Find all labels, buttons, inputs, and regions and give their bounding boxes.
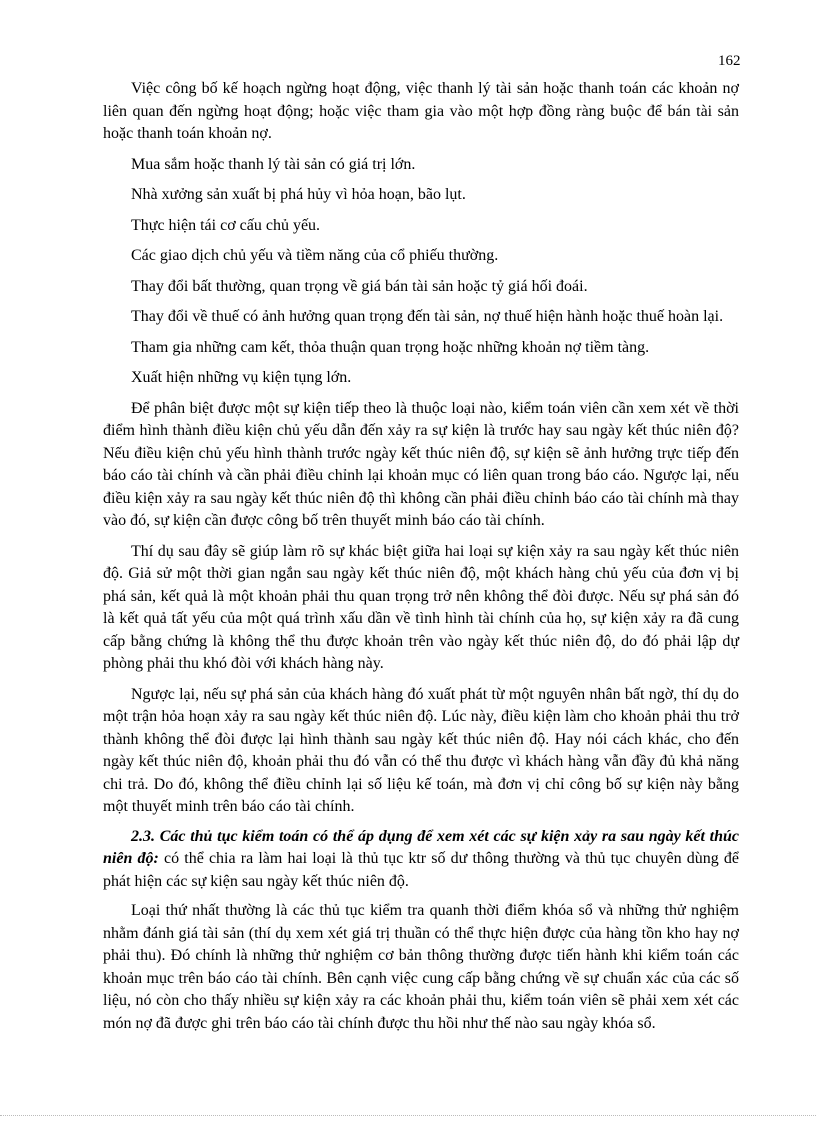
list-item: Tham gia những cam kết, thỏa thuận quan trọng hoặc những khoản nợ tiềm tàng. [131,338,650,356]
list-item: Mua sắm hoặc thanh lý tài sản có giá trị lớn. [131,155,416,173]
page-number: 162 [718,53,741,69]
section-heading: 2.3. Các thủ tục kiểm toán có thể áp dụng để xem xét các sự kiện xảy ra sau ngày kết thúc niên độ: [103,827,739,867]
list-item: Nhà xưởng sản xuất bị phá hủy vì hỏa hoạn, bão lụt. [131,186,466,203]
paragraph: Việc công bố kế hoạch ngừng hoạt động, việc thanh lý tài sản hoặc thanh toán các khoản nợ liên quan đến ngừng hoạt động; hoặc việc tham gia vào một hợp đồng ràng buộc để bán tài sản hoặc thanh toán khoản nợ. [103,80,739,142]
list-item: Các giao dịch chủ yếu và tiềm năng của cổ phiếu thường. [131,247,499,264]
section-paragraph [103,826,739,894]
page-body [103,78,739,1035]
section-text: có thể chia ra làm hai loại là thủ tục ktr số dư thông thường và thủ tục chuyên dùng để phát hiện các sự kiện sau ngày kết thúc niên độ. [103,850,739,890]
list-item: Thực hiện tái cơ cấu chủ yếu. [131,216,321,234]
page-bottom-rule [0,1115,816,1116]
paragraph: Ngược lại, nếu sự phá sản của khách hàng đó xuất phát từ một nguyên nhân bất ngờ, thí dụ do một trận hỏa hoạn xảy ra sau ngày kết thúc niên độ. Lúc này, điều kiện làm cho khoản phải thu trở thành không thể đòi được lại hình thành sau ngày kết thúc niên độ. Hay nói cách khác, cho đến ngày kết thúc niên độ, khoản phải thu đó vẫn có thể thu được vì khách hàng vẫn đầy đủ khả năng chi trả. Do đó, không thể điều chỉnh lại số liệu kế toán, mà đơn vị chỉ công bố sự kiện này bằng một thuyết minh trên báo cáo tài chính. [103,685,739,815]
list-item: Thay đổi về thuế có ảnh hưởng quan trọng đến tài sản, nợ thuế hiện hành hoặc thuế hoàn lại. [131,308,724,325]
paragraph: Thí dụ sau đây sẽ giúp làm rõ sự khác biệt giữa hai loại sự kiện xảy ra sau ngày kết thúc niên độ. Giả sử một thời gian ngắn sau ngày kết thúc niên độ, một khách hàng chủ yếu của đơn vị bị phá sản, kết quả là một khoản phải thu quan trọng trở nên không thể đòi được. Nếu sự phá sản đó là kết quả tất yếu của một quá trình xấu dần về tình hình tài chính của họ, sự kiện xảy ra đã cung cấp bằng chứng là không thể thu được khoản trên vào ngày kết thúc niên độ, do đó phải lập dự phòng phải thu khó đòi với khách hàng này. [103,542,739,672]
paragraph: Loại thứ nhất thường là các thủ tục kiểm tra quanh thời điểm khóa sổ và những thử nghiệm nhằm đánh giá tài sản (thí dụ xem xét giá trị thuần có thể thực hiện được của hàng tồn kho hay nợ phải thu). Đó chính là những thử nghiệm cơ bản thông thường được tiến hành khi kiểm toán các khoản mục trên báo cáo tài chính. Bên cạnh việc cung cấp bằng chứng về sự chuẩn xác của các số liệu, nó còn cho thấy nhiều sự kiện xảy ra các khoản phải thu, kiểm toán viên sẽ phải xem xét các món nợ đã được ghi trên báo cáo tài chính được thu hồi như thế nào sau ngày khóa sổ. [103,902,739,1032]
paragraph: Để phân biệt được một sự kiện tiếp theo là thuộc loại nào, kiểm toán viên cần xem xét về thời điểm hình thành điều kiện chủ yếu dẫn đến xảy ra sự kiện là trước hay sau ngày kết thúc niên độ? Nếu điều kiện chủ yếu hình thành trước ngày kết thúc niên độ, sự kiện sẽ ảnh hưởng trực tiếp đến báo cáo tài chính và cần phải điều chỉnh lại khoản mục có liên quan trong báo cáo. Ngược lại, nếu điều kiện xảy ra sau ngày kết thúc niên độ thì không cần phải điều chỉnh báo cáo tài chính mà thay vào đó, sự kiện cần được công bố trên thuyết minh báo cáo tài chính. [103,399,739,529]
list-item: Xuất hiện những vụ kiện tụng lớn. [131,369,352,386]
list-item: Thay đổi bất thường, quan trọng về giá bán tài sản hoặc tỷ giá hối đoái. [131,277,588,295]
